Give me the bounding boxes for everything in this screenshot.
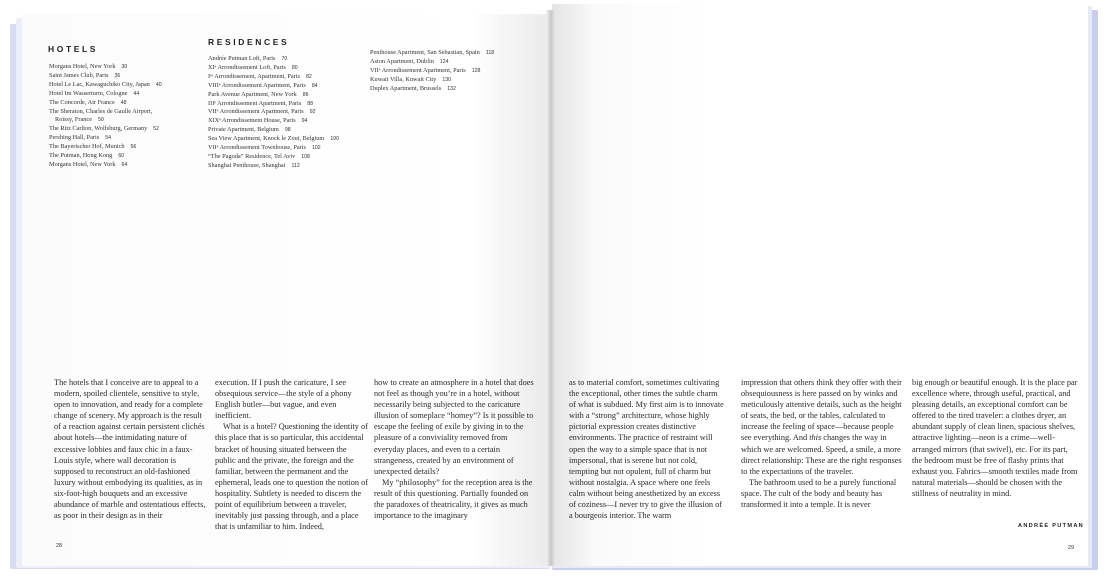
toc-page-number: 48 (120, 99, 127, 106)
toc-page-number: 88 (307, 100, 314, 107)
toc-entry (49, 99, 162, 108)
paragraph: My “philosophy” for the reception area is the result of this questioning. Partially founded on the paradoxes of theatricality, it gives as much importance to the imaginary (374, 477, 533, 521)
page-number-left: 28 (56, 543, 63, 549)
toc-entry (208, 135, 339, 144)
hotels-list (49, 63, 162, 170)
toc-page-number: 124 (439, 58, 449, 65)
toc-entry (208, 162, 339, 171)
emphasis: this (809, 433, 822, 443)
toc-page-number: 54 (105, 135, 111, 142)
toc-entry (208, 73, 339, 82)
toc-entry (208, 82, 339, 91)
residences-list (208, 55, 339, 171)
toc-page-number: 64 (121, 161, 128, 168)
page-number-right: 29 (1068, 545, 1075, 551)
toc-entry-title: The Concorde, Air France (49, 98, 115, 106)
toc-page-number: 100 (330, 136, 339, 143)
toc-entry (208, 153, 339, 162)
toc-entry-title: Andrée Putman Loft, Paris (208, 55, 276, 62)
toc-page-number: 118 (485, 50, 495, 56)
toc-entry-title: VIIᵉ Arrondissement Townhouse, Paris (208, 144, 306, 152)
toc-page-number: 52 (153, 126, 160, 133)
toc-entry (208, 100, 339, 109)
toc-entry (49, 125, 162, 134)
book-gutter (546, 10, 556, 566)
paragraph: The bathroom used to be a purely functional space. The cult of the body and beauty has transformed it into a temple. It is never (741, 477, 897, 510)
toc-entry-title: The Ritz Carlton, Wolfsburg, Germany (49, 125, 148, 133)
toc-page-number: 70 (281, 56, 288, 62)
toc-entry-title: The Putman, Hong Kong (49, 152, 113, 160)
text-column-2 (215, 377, 369, 532)
text-column-3 (374, 377, 534, 521)
toc-page-number: 50 (98, 117, 104, 124)
toc-page-number: 112 (291, 162, 300, 169)
toc-entry (208, 91, 339, 100)
toc-entry (370, 67, 494, 76)
paragraph: What is a hotel? Questioning the identity of this place that is so particular, this accidental bracket of housing situated between the public and the private, the foreign and the familiar, between the permanent and the ephemeral, leads one to question the notion of hospitality. Subtlety is needed to discern the point of equilibrium between a traveler, inevitably just passing through, and a place that is unfamiliar to him. Indeed, (215, 422, 368, 532)
toc-entry-title: Hotel Im Wasserturm, Cologne (49, 89, 128, 97)
toc-entry (370, 85, 494, 94)
text-column-5 (741, 377, 905, 510)
toc-entry (208, 144, 339, 153)
toc-entry (49, 81, 162, 90)
toc-entry (49, 143, 162, 152)
toc-entry (370, 58, 494, 67)
toc-entry-title: The Bayerischer Hof, Munich (49, 143, 125, 151)
toc-entry-title: Duplex Apartment, Brussels (370, 84, 442, 92)
toc-entry-title: Saint James Club, Paris (49, 71, 109, 79)
toc-entry (49, 161, 162, 170)
text-column-4 (569, 377, 725, 521)
text-column-1 (54, 377, 206, 521)
toc-page-number: 30 (121, 64, 128, 70)
toc-page-number: 102 (311, 145, 321, 152)
toc-page-number: 36 (114, 72, 121, 79)
toc-entry-title: Morgans Hotel, New York (49, 160, 116, 168)
toc-entry-title: Morgans Hotel, New York (49, 63, 116, 70)
toc-entry (49, 134, 162, 143)
toc-page-number: 132 (447, 85, 456, 92)
residences-list-continued (370, 49, 494, 94)
toc-entry (208, 126, 339, 135)
toc-entry-title: Sea View Apartment, Knock le Zout, Belgium (208, 135, 325, 143)
toc-entry-title: XIXᵉ Arrondissement House, Paris (208, 117, 296, 125)
toc-entry (49, 90, 162, 99)
toc-entry-title: Hotel Le Lac, Kawaguchiko City, Japan (49, 80, 150, 88)
toc-entry-title: Kuwait Villa, Kuwait City (370, 75, 437, 83)
toc-entry-title: XIᵉ Arrondissement Loft, Paris (208, 63, 286, 71)
toc-entry (49, 108, 162, 126)
toc-entry-title: VIIᵉ Arrondissement Apartment, Paris (208, 108, 304, 116)
toc-entry (370, 76, 494, 85)
toc-entry (208, 108, 339, 117)
toc-entry-title: The Sheraton, Charles de Gaulle Airport, (49, 107, 153, 115)
paragraph: execution. If I push the caricature, I see obsequious service—the style of a phony English butler—but vague, and even inefficient. (215, 378, 352, 421)
author-signature: ANDRÉE PUTMAN (1018, 523, 1085, 529)
toc-page-number: 82 (306, 73, 312, 80)
toc-entry (208, 64, 339, 73)
toc-entry-title: Private Apartment, Belgium (208, 126, 279, 134)
toc-entry (49, 72, 162, 81)
toc-entry-title: IIIᵉ Arrondissement Apartment, Paris (208, 99, 302, 107)
toc-entry-title: Park Avenue Apartment, New York (208, 90, 297, 98)
toc-entry-title: “The Pagoda” Residence, Tel Aviv (208, 152, 296, 160)
toc-page-number: 80 (291, 64, 298, 71)
toc-entry-title: Penthouse Apartment, San Sebastian, Spain (370, 49, 480, 56)
toc-page-number: 130 (442, 76, 451, 83)
toc-entry (49, 152, 162, 161)
toc-entry (370, 49, 494, 58)
paragraph: as to material comfort, sometimes cultivating the exceptional, other times the subtle charm of what is subdued. My first aim is to innovate with a “strong” architecture, whose highly pictorial expression creates distinctive environments. The practice of restraint will open the way to a simple space that is not impersonal, that is serene but not cold, tempting but not opulent, full of charm but without nostalgia. A space where one feels calm without being anesthetized by an excess of coziness—I never try to give the illusion of a bourgeois interior. The warm (569, 378, 724, 521)
text-run: impression that others think they offer with their obsequiousness is here passed on by winks and meticulously attentive details, such as the height of seats, the bed, or the tables, calculated to increase the feeling of space—because people see everything. And (741, 378, 902, 443)
paragraph: how to create an atmosphere in a hotel that does not feel as though you’re in a hotel, without necessarily being subjected to the caricature illusion of someplace “homey”? Is it possible to escape the feeling of exile by giving in to the pleasure of a conviviality removed from everyday places, and even to a certain strangeness, created by an environment of unexpected details? (374, 378, 534, 476)
toc-entry-title: Iᵉʳ Arrondissement, Apartment, Paris (208, 72, 300, 80)
toc-page-number: 98 (284, 127, 291, 134)
toc-page-number: 108 (301, 153, 310, 160)
toc-page-number: 92 (309, 109, 316, 116)
toc-page-number: 40 (155, 81, 162, 88)
toc-entry (49, 63, 162, 72)
toc-entry-title: VIIᵉ Arrondissement Apartment, Paris (370, 66, 466, 74)
toc-entry-title-continued: Roissy, France 50 (55, 116, 104, 124)
toc-page-number: 56 (130, 144, 137, 151)
residences-heading: RESIDENCES (208, 37, 290, 47)
toc-entry-title: VIIIᵉ Arrondissement Apartment, Paris (208, 81, 306, 89)
toc-page-number: 60 (118, 153, 125, 160)
toc-entry (208, 117, 339, 126)
toc-page-number: 84 (311, 82, 318, 89)
hotels-heading: HOTELS (48, 44, 99, 54)
toc-entry (208, 55, 339, 64)
toc-entry-title: Aston Apartment, Dublin (370, 57, 434, 65)
toc-entry-title: Shanghai Penthouse, Shanghai (208, 161, 286, 169)
toc-page-number: 44 (133, 90, 140, 97)
toc-page-number: 94 (301, 118, 308, 125)
text-run: changes the way in which we are welcomed. Speed, a smile, a more direct relationship: These are the right responses to the expectations of the traveler. (741, 433, 902, 476)
text-column-6 (912, 377, 1078, 499)
toc-entry-title: Pershing Hall, Paris (49, 134, 100, 142)
paragraph: big enough or beautiful enough. It is the place par excellence where, through useful, practical, and pleasing details, an exceptional comfort can be offered to the tired traveler: a clothes dryer, an abundant supply of clean linen, spacious shelves, attractive lighting—neon is a crime—well-arranged mirrors (that swivel), etc. For its part, the bedroom must be free of flashy prints that exhaust you. Fabrics—smooth textiles made from natural materials—should be chosen with the stillness of neutrality in mind. (912, 378, 1078, 498)
paragraph: The hotels that I conceive are to appeal to a modern, spoiled clientele, sensitive to style, open to innovation, and ready for a complete change of scenery. My approach is the result of a reaction against certain persistent clichés about hotels—the intimidating nature of excessive lobbies and faux chic in a faux-Louis style, where wall decoration is supposed to reconstruct an old-fashioned luxury without embodying its qualities, as in six-foot-high bouquets and an excessive abundance of marble and ostentatious effects, as poor in their design as in their (54, 378, 206, 521)
toc-page-number: 86 (302, 91, 309, 98)
toc-page-number: 128 (471, 67, 481, 74)
paragraph (741, 377, 905, 477)
